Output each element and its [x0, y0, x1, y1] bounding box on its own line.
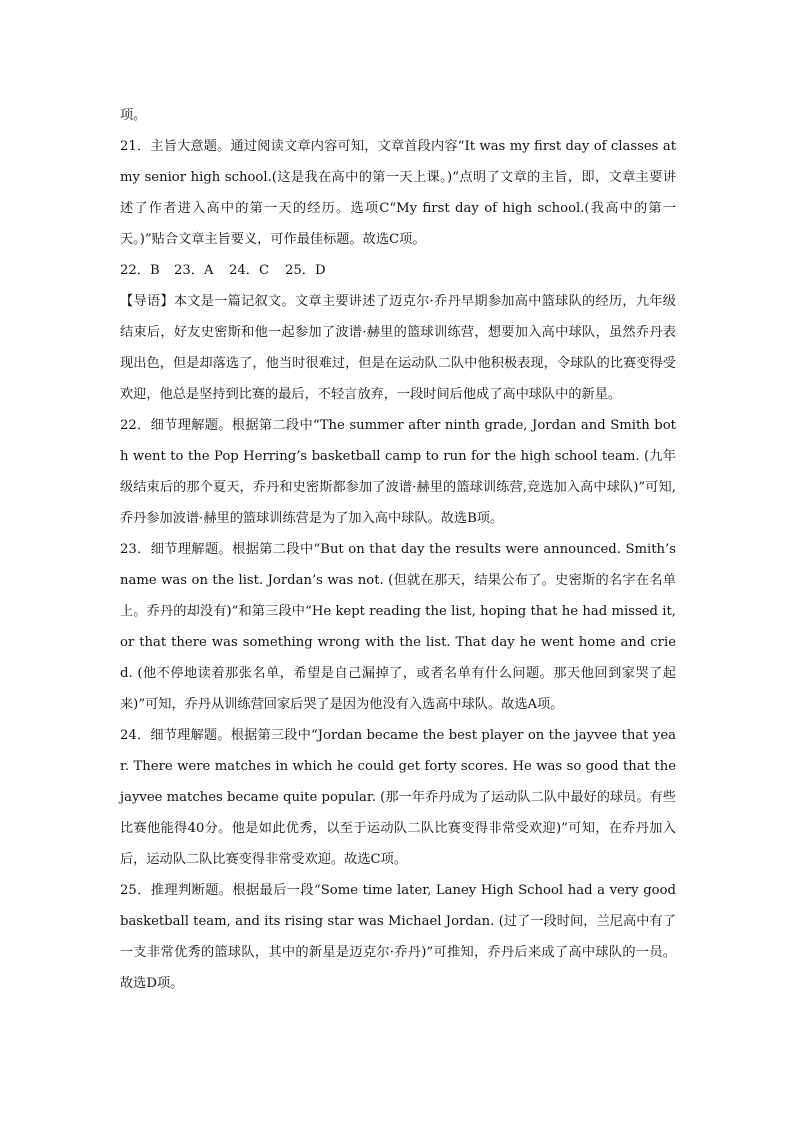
- answer-explanations: [120, 100, 676, 999]
- answer-25: 25．D: [285, 263, 326, 278]
- answer-22: 22．B: [120, 263, 160, 278]
- explanation-22: 22．细节理解题。根据第二段中“The summer after ninth grade, Jordan and Smith both went to the Pop Herring’s basketball camp to run for the high school team. (九年级结束后的那个夏天，乔丹和史密斯都参加了波谱·赫里的篮球训练营,竞选加入高中球队)”可知,乔丹参加波谱·赫里的篮球训练营是为了加入高中球队。故选B项。: [120, 418, 676, 526]
- answer-24: 24．C: [229, 263, 270, 278]
- explanation-21: 21．主旨大意题。通过阅读文章内容可知，文章首段内容“It was my first day of classes at my senior high school.(这是我在高中的第一天上课。)”点明了文章的主旨，即，文章主要讲述了作者进入高中的第一天的经历。选项C“My first day of high school.(我高中的第一天。)”贴合文章主旨要义，可作最佳标题。故选C项。: [120, 139, 676, 247]
- answer-key-22-25: [120, 255, 676, 286]
- explanation-25: 25．推理判断题。根据最后一段“Some time later, Laney High School had a very good basketball team, and its rising star was Michael Jordan. (过了一段时间，兰尼高中有了一支非常优秀的篮球队，其中的新星是迈克尔·乔丹)”可推知，乔丹后来成了高中球队的一员。故选D项。: [120, 883, 676, 991]
- guide-intro: 【导语】本文是一篇记叙文。文章主要讲述了迈克尔·乔丹早期参加高中篮球队的经历，九年级结束后，好友史密斯和他一起参加了波谱·赫里的篮球训练营，想要加入高中球队，虽然乔丹表现出色，但是却落选了，他当时很难过，但是在运动队二队中他积极表现，令球队的比赛变得受欢迎，他总是坚持到比赛的最后，不轻言放弃，一段时间后他成了高中球队中的新星。: [120, 294, 676, 402]
- explanation-23: 23．细节理解题。根据第二段中“But on that day the results were announced. Smith’s name was on the list. Jordan’s was not. (但就在那天，结果公布了。史密斯的名字在名单上。乔丹的却没有)”和第三段中“He kept reading the list, hoping that he had missed it, or that there was something wrong with the list. That day he went home and cried. (他不停地读着那张名单，希望是自己漏掉了，或者名单有什么问题。那天他回到家哭了起来)”可知，乔丹从训练营回家后哭了是因为他没有入选高中球队。故选A项。: [120, 542, 676, 712]
- paragraph-continuation: 项。: [120, 108, 147, 123]
- explanation-24: 24．细节理解题。根据第三段中“Jordan became the best player on the jayvee that year. There were matches in which he could get forty scores. He was so good that the jayvee matches became quite popular. (那一年乔丹成为了运动队二队中最好的球员。有些比赛他能得40分。他是如此优秀，以至于运动队二队比赛变得非常受欢迎)”可知，在乔丹加入后，运动队二队比赛变得非常受欢迎。故选C项。: [120, 728, 676, 867]
- answer-23: 23．A: [174, 263, 214, 278]
